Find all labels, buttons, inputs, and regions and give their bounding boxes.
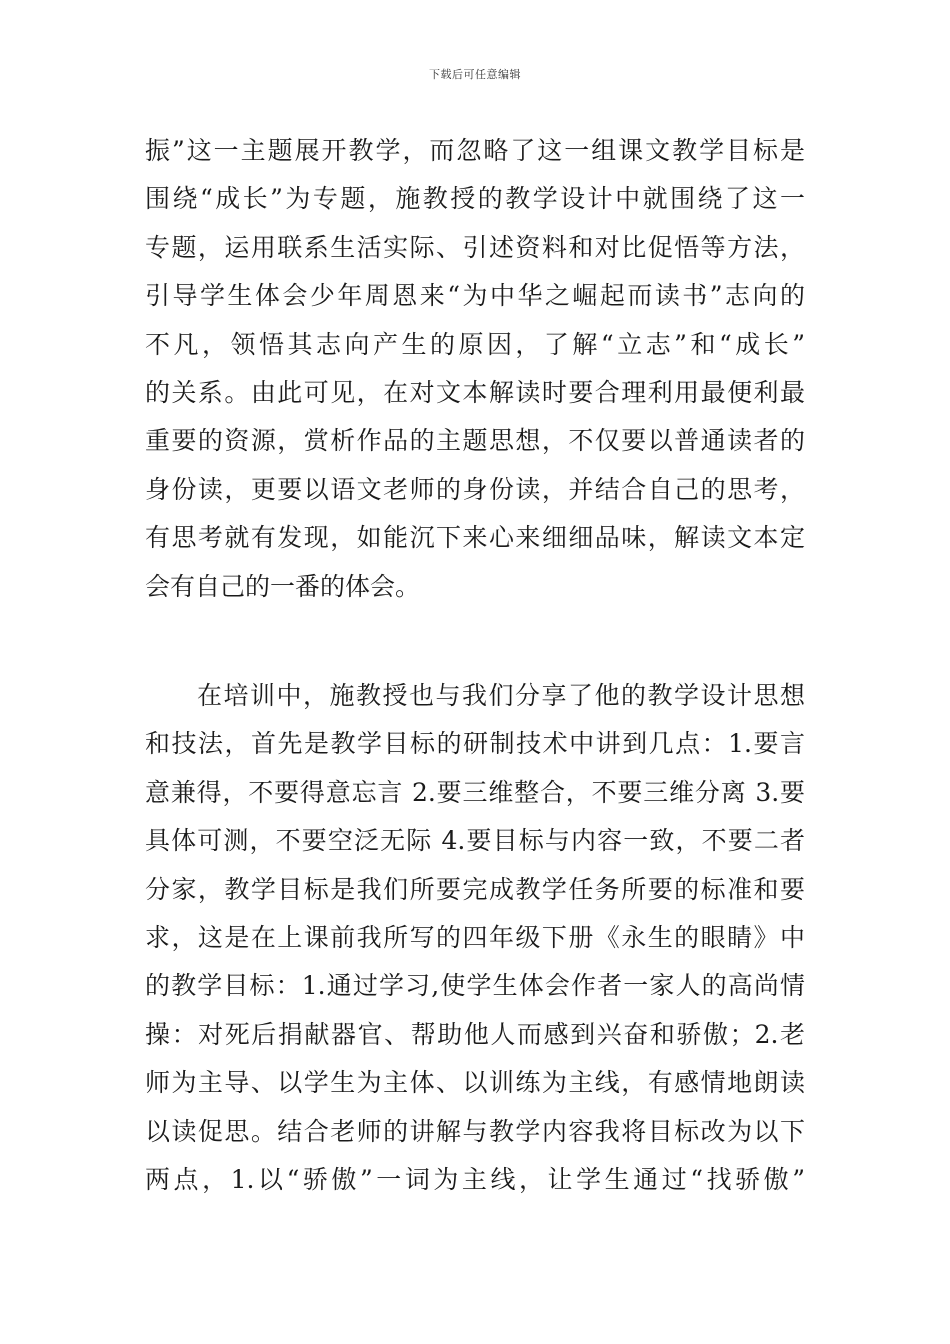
page-header: 下载后可任意编辑 [429, 68, 521, 81]
paragraph-line: 两点，1.以“骄傲”一词为主线，让学生通过“找骄傲” [145, 1164, 805, 1194]
paragraph-line: 意兼得，不要得意忘言 2.要三维整合，不要三维分离 3.要 [145, 777, 805, 807]
paragraph-line: 振”这一主题展开教学，而忽略了这一组课文教学目标是 [145, 136, 805, 165]
paragraph-line: 以读促思。结合老师的讲解与教学内容我将目标改为以下 [145, 1116, 805, 1146]
paragraph-line: 身份读，更要以语文老师的身份读，并结合自己的思考， [145, 474, 805, 504]
paragraph-line: 求，这是在上课前我所写的四年级下册《永生的眼睛》中 [145, 922, 805, 952]
paragraph-2 [145, 672, 805, 1204]
paragraph-line: 和技法，首先是教学目标的研制技术中讲到几点：1.要言 [145, 729, 805, 759]
paragraph-line: 操：对死后捐献器官、帮助他人而感到兴奋和骄傲；2.老 [145, 1019, 805, 1049]
paragraph-line: 不凡，领悟其志向产生的原因，了解“立志”和“成长” [145, 329, 805, 359]
paragraph-line: 在培训中，施教授也与我们分享了他的教学设计思想 [197, 681, 805, 710]
paragraph-line: 重要的资源，赏析作品的主题思想，不仅要以普通读者的 [145, 426, 805, 456]
paragraph-line: 分家，教学目标是我们所要完成教学任务所要的标准和要 [145, 874, 805, 904]
paragraph-line: 有思考就有发现，如能沉下来心来细细品味，解读文本定 [145, 523, 805, 553]
paragraph-1 [145, 127, 805, 611]
paragraph-line: 专题，运用联系生活实际、引述资料和对比促悟等方法， [145, 232, 805, 262]
paragraph-line: 引导学生体会少年周恩来“为中华之崛起而读书”志向的 [145, 281, 805, 311]
paragraph-line: 的关系。由此可见，在对文本解读时要合理利用最便利最 [145, 377, 805, 407]
paragraph-line: 师为主导、以学生为主体、以训练为主线，有感情地朗读 [145, 1068, 805, 1098]
paragraph-line: 具体可测，不要空泛无际 4.要目标与内容一致，不要二者 [145, 826, 805, 856]
paragraph-line: 的教学目标：1.通过学习,使学生体会作者一家人的高尚情 [145, 971, 805, 1001]
paragraph-line: 会有自己的一番的体会。 [145, 571, 421, 601]
paragraph-line: 围绕“成长”为专题，施教授的教学设计中就围绕了这一 [145, 184, 805, 214]
